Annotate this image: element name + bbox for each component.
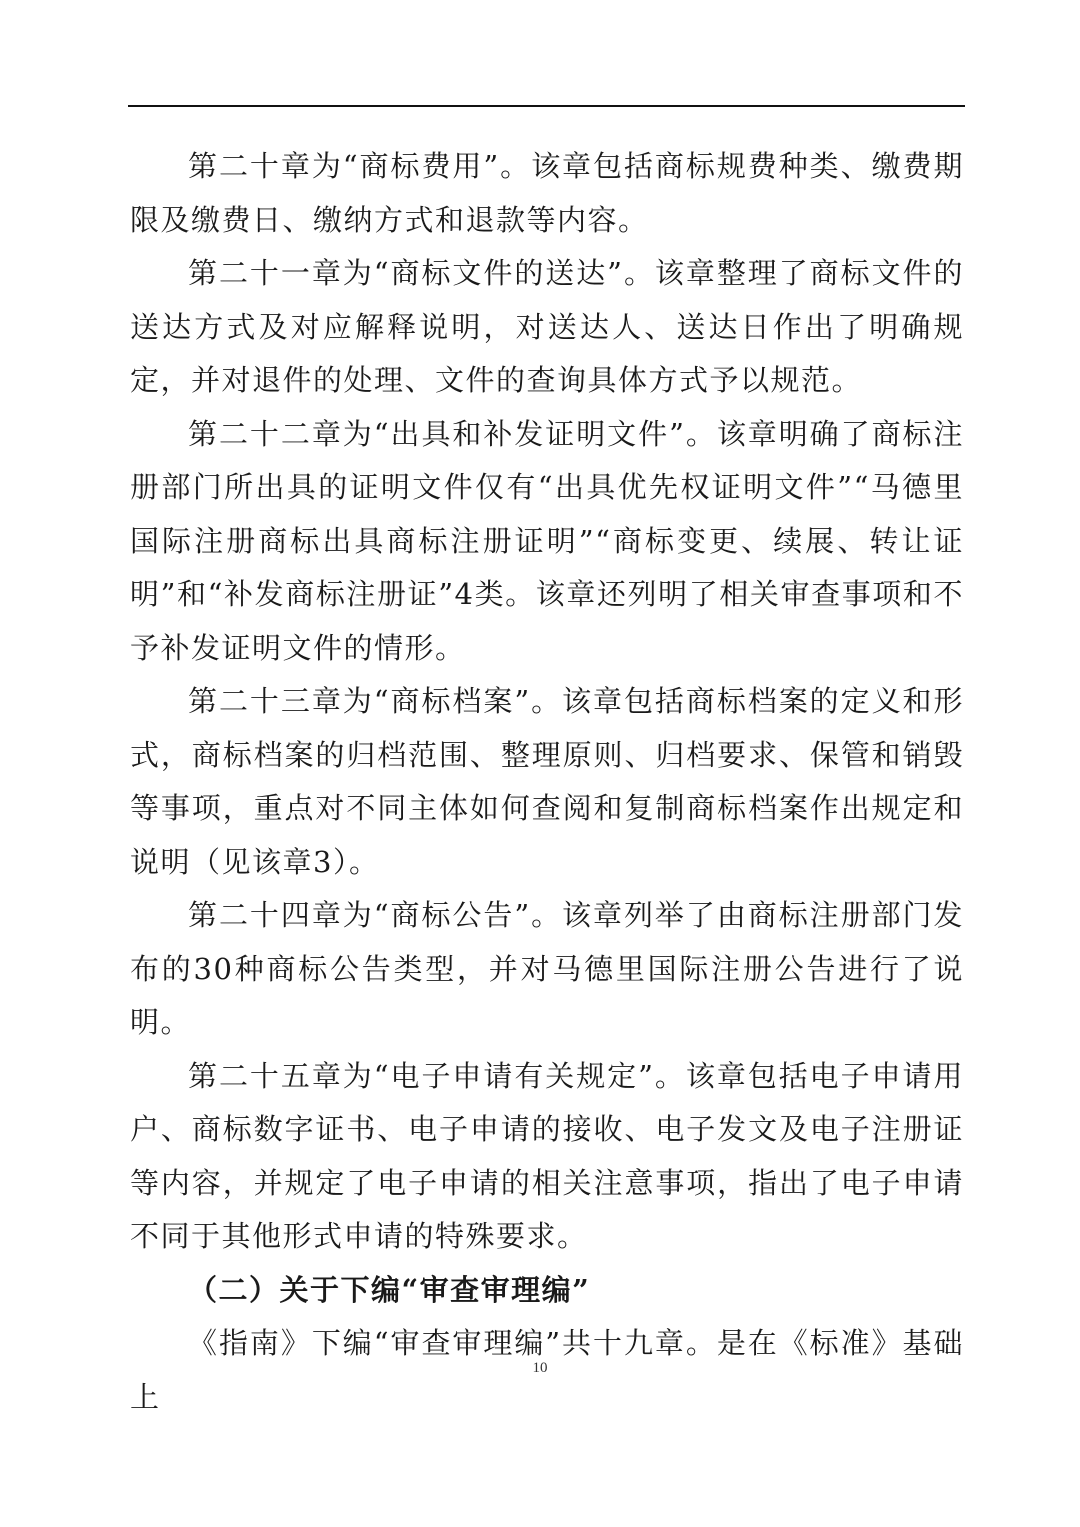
header-rule: [128, 105, 965, 107]
paragraph-chapter-24: 第二十四章为“商标公告”。该章列举了由商标注册部门发布的30种商标公告类型，并对马德里国际注册公告进行了说明。: [130, 898, 964, 1039]
paragraph-chapter-21: 第二十一章为“商标文件的送达”。该章整理了商标文件的送达方式及对应解释说明，对送达人、送达日作出了明确规定，并对退件的处理、文件的查询具体方式予以规范。: [130, 256, 964, 397]
paragraph-chapter-23: 第二十三章为“商标档案”。该章包括商标档案的定义和形式，商标档案的归档范围、整理原则、归档要求、保管和销毁等事项，重点对不同主体如何查阅和复制商标档案作出规定和说明（见该章3）。: [130, 684, 964, 879]
page-number: 10: [532, 1360, 548, 1376]
section-heading: （二）关于下编“审查审理编”: [188, 1272, 591, 1307]
paragraph-chapter-25: 第二十五章为“电子申请有关规定”。该章包括电子申请用户、商标数字证书、电子申请的接收、电子发文及电子注册证等内容，并规定了电子申请的相关注意事项，指出了电子申请不同于其他形式申请的特殊要求。: [130, 1058, 964, 1253]
paragraph-closing: 《指南》下编“审查审理编”共十九章。是在《标准》基础上: [130, 1326, 964, 1414]
paragraph-chapter-22: 第二十二章为“出具和补发证明文件”。该章明确了商标注册部门所出具的证明文件仅有“出具优先权证明文件”“马德里国际注册商标出具商标注册证明”“商标变更、续展、转让证明”和“补发商标注册证”4类。该章还列明了相关审查事项和不予补发证明文件的情形。: [130, 416, 964, 665]
body-text: [130, 140, 964, 1424]
paragraph-chapter-20: 第二十章为“商标费用”。该章包括商标规费种类、缴费期限及缴费日、缴纳方式和退款等内容。: [130, 149, 964, 237]
